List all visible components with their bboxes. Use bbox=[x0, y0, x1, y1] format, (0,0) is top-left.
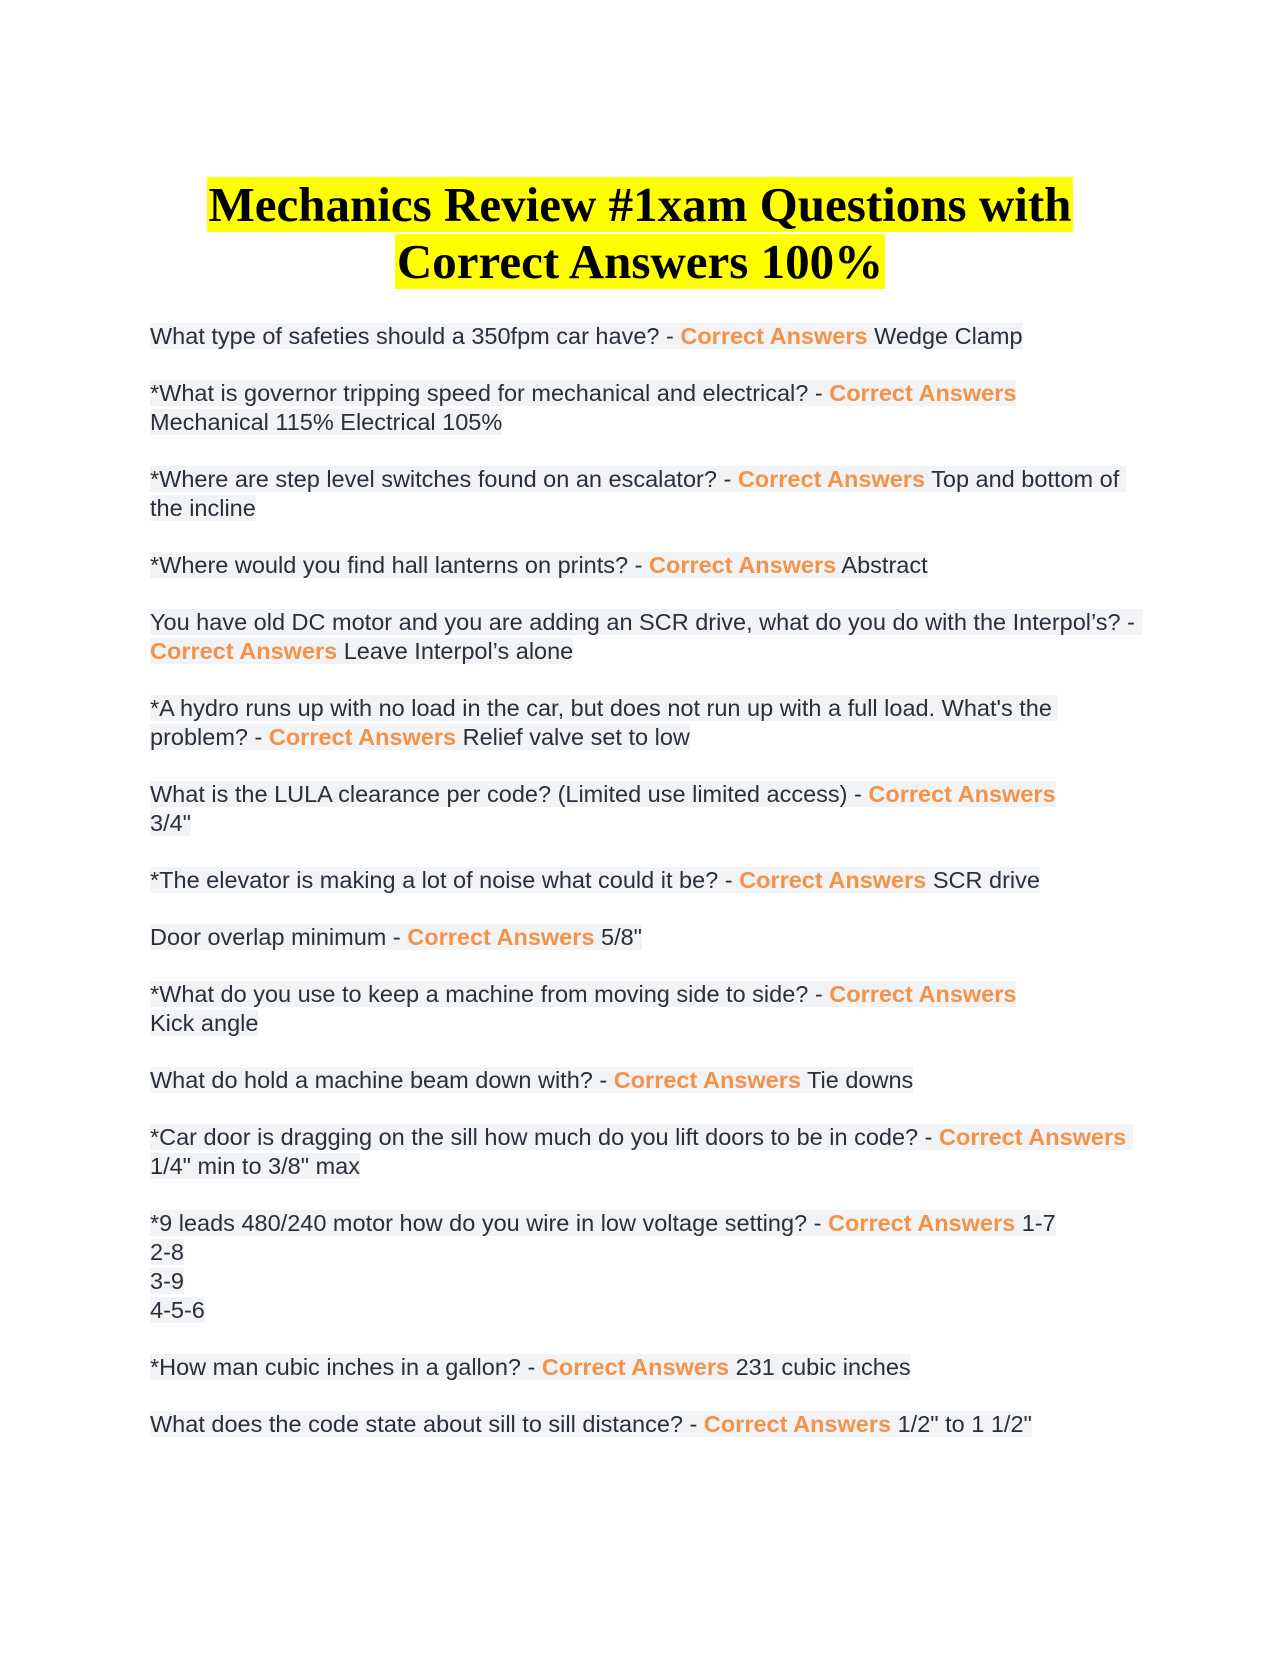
question-text: *9 leads 480/240 motor how do you wire in low voltage setting? - bbox=[150, 1210, 828, 1236]
qa-item bbox=[150, 1353, 1150, 1382]
answer-text: SCR drive bbox=[926, 867, 1040, 893]
qa-item-text bbox=[150, 466, 1126, 521]
qa-item-text bbox=[150, 695, 1058, 750]
question-text: *A hydro runs up with no load in the car, but does not run up with a full load. What's the problem? - bbox=[150, 695, 1059, 750]
correct-answers-label: Correct Answers bbox=[829, 981, 1017, 1007]
question-text: *The elevator is making a lot of noise what could it be? - bbox=[150, 867, 740, 893]
answer-text: Mechanical 115% Electrical 105% bbox=[150, 409, 503, 435]
qa-item-text bbox=[150, 1210, 1056, 1323]
qa-item bbox=[150, 694, 1150, 752]
qa-item-text bbox=[150, 1067, 913, 1093]
question-text: *What do you use to keep a machine from moving side to side? - bbox=[150, 981, 830, 1007]
question-text: What is the LULA clearance per code? (Limited use limited access) - bbox=[150, 781, 869, 807]
qa-item-text bbox=[150, 981, 1016, 1036]
qa-item bbox=[150, 1410, 1150, 1439]
qa-item bbox=[150, 322, 1150, 351]
answer-text: 1/2" to 1 1/2" bbox=[891, 1411, 1032, 1437]
answer-text: Top and bottom of the incline bbox=[150, 466, 1126, 521]
title-line-2: Correct Answers 100% bbox=[396, 234, 884, 289]
answer-text: Wedge Clamp bbox=[867, 323, 1023, 349]
answer-text: 1/4" min to 3/8" max bbox=[150, 1124, 1133, 1179]
answer-text: Tie downs bbox=[800, 1067, 914, 1093]
qa-item bbox=[150, 780, 1150, 838]
qa-item bbox=[150, 1123, 1150, 1181]
correct-answers-label: Correct Answers bbox=[541, 1354, 730, 1380]
qa-item-text bbox=[150, 924, 642, 950]
question-text: *How man cubic inches in a gallon? - bbox=[150, 1354, 542, 1380]
qa-item-text bbox=[150, 1354, 911, 1380]
document-title bbox=[150, 176, 1130, 290]
correct-answers-label: Correct Answers bbox=[827, 1210, 1016, 1236]
correct-answers-label: Correct Answers bbox=[868, 781, 1056, 807]
correct-answers-label: Correct Answers bbox=[737, 466, 926, 492]
correct-answers-label: Correct Answers bbox=[150, 638, 338, 664]
answer-text: Abstract bbox=[836, 552, 928, 578]
qa-item-text bbox=[150, 380, 1016, 435]
answer-text: 1-7 2-8 3-9 4-5-6 bbox=[150, 1210, 1056, 1323]
correct-answers-label: Correct Answers bbox=[649, 552, 837, 578]
qa-item-text bbox=[150, 1124, 1133, 1179]
correct-answers-label: Correct Answers bbox=[407, 924, 595, 950]
question-text: *Where would you find hall lanterns on prints? - bbox=[150, 552, 649, 578]
qa-list bbox=[150, 322, 1150, 1467]
question-text: You have old DC motor and you are adding an SCR drive, what do you do with the Interpol’s? - bbox=[150, 609, 1142, 635]
answer-text: Kick angle bbox=[150, 1010, 259, 1036]
question-text: Door overlap minimum - bbox=[150, 924, 408, 950]
qa-item-text bbox=[150, 552, 928, 578]
answer-text: 5/8" bbox=[594, 924, 643, 950]
correct-answers-label: Correct Answers bbox=[680, 323, 868, 349]
qa-item-text bbox=[150, 867, 1040, 893]
qa-item bbox=[150, 379, 1150, 437]
answer-text: Leave Interpol’s alone bbox=[337, 638, 574, 664]
qa-item-text bbox=[150, 323, 1023, 349]
qa-item bbox=[150, 980, 1150, 1038]
question-text: What type of safeties should a 350fpm car have? - bbox=[150, 323, 681, 349]
qa-item-text bbox=[150, 609, 1142, 664]
qa-item bbox=[150, 866, 1150, 895]
question-text: What does the code state about sill to sill distance? - bbox=[150, 1411, 704, 1437]
correct-answers-label: Correct Answers bbox=[268, 724, 457, 750]
qa-item bbox=[150, 1209, 1150, 1325]
qa-item bbox=[150, 551, 1150, 580]
answer-text: 3/4" bbox=[150, 810, 192, 836]
qa-item bbox=[150, 1066, 1150, 1095]
correct-answers-label: Correct Answers bbox=[703, 1411, 892, 1437]
correct-answers-label: Correct Answers bbox=[613, 1067, 801, 1093]
title-line-1: Mechanics Review #1xam Questions with bbox=[208, 177, 1072, 232]
qa-item bbox=[150, 465, 1150, 523]
answer-text: Relief valve set to low bbox=[456, 724, 690, 750]
qa-item-text bbox=[150, 1411, 1032, 1437]
qa-item-text bbox=[150, 781, 1056, 836]
qa-item bbox=[150, 608, 1150, 666]
correct-answers-label: Correct Answers bbox=[829, 380, 1017, 406]
correct-answers-label: Correct Answers bbox=[739, 867, 927, 893]
question-text: *What is governor tripping speed for mechanical and electrical? - bbox=[150, 380, 830, 406]
question-text: *Car door is dragging on the sill how much do you lift doors to be in code? - bbox=[150, 1124, 939, 1150]
answer-text: 231 cubic inches bbox=[729, 1354, 911, 1380]
correct-answers-label: Correct Answers bbox=[939, 1124, 1127, 1150]
qa-item bbox=[150, 923, 1150, 952]
question-text: *Where are step level switches found on an escalator? - bbox=[150, 466, 738, 492]
question-text: What do hold a machine beam down with? - bbox=[150, 1067, 614, 1093]
